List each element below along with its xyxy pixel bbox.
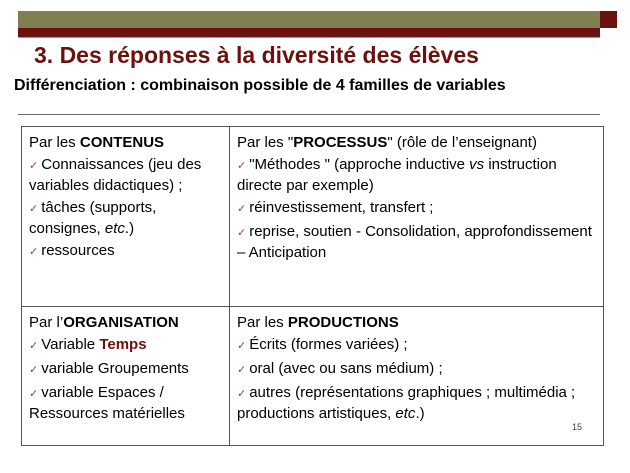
organisation-item-groupements: ✓ variable Groupements: [29, 360, 189, 377]
cell-contenus: [22, 127, 230, 307]
check-icon: ✓: [29, 203, 39, 215]
header-corner-square: [600, 11, 617, 28]
header-band-red: [18, 28, 600, 37]
processus-item-reinvestissement: ✓ réinvestissement, transfert ;: [237, 199, 434, 216]
productions-heading: Par les PRODUCTIONS: [237, 314, 399, 331]
productions-item-ecrits: ✓ Écrits (formes variées) ;: [237, 336, 408, 353]
organisation-item-espaces: ✓ variable Espaces / Ressources matérielles: [29, 384, 185, 422]
check-icon: ✓: [237, 203, 247, 215]
organisation-heading: Par l’ORGANISATION: [29, 314, 179, 331]
processus-heading: Par les "PROCESSUS" (rôle de l’enseignant): [237, 134, 537, 151]
check-icon: ✓: [29, 246, 39, 258]
check-icon: ✓: [29, 340, 39, 352]
check-icon: ✓: [237, 227, 247, 239]
cell-productions: [230, 307, 603, 445]
header-band-olive: [18, 11, 600, 28]
contenus-item-connaissances: ✓ Connaissances (jeu des variables didactiques) ;: [29, 156, 202, 194]
check-icon: ✓: [237, 160, 247, 172]
productions-item-oral: ✓ oral (avec ou sans médium) ;: [237, 360, 443, 377]
check-icon: ✓: [237, 340, 247, 352]
cell-processus: [230, 127, 603, 307]
slide-subtitle: Différenciation : combinaison possible de 4 familles de variables: [14, 77, 506, 94]
contenus-item-taches: ✓ tâches (supports, consignes, etc.): [29, 199, 157, 237]
cell-organisation: [22, 307, 230, 445]
check-icon: ✓: [29, 160, 39, 172]
page-number: 15: [571, 422, 582, 432]
productions-item-autres: ✓ autres (représentations graphiques ; multimédia ; productions artistiques, etc.): [237, 384, 576, 422]
check-icon: ✓: [237, 388, 247, 400]
check-icon: ✓: [29, 364, 39, 376]
check-icon: ✓: [237, 364, 247, 376]
organisation-item-temps: ✓ Variable Temps: [29, 336, 147, 353]
contenus-item-ressources: ✓ ressources: [29, 242, 115, 259]
check-icon: ✓: [29, 388, 39, 400]
slide-title: 3. Des réponses à la diversité des élèves: [34, 42, 479, 68]
variables-table: [21, 126, 604, 446]
processus-item-reprise: ✓ reprise, soutien - Consolidation, approfondissement – Anticipation: [237, 223, 592, 261]
header-rule: [18, 37, 600, 38]
contenus-heading: Par les CONTENUS: [29, 134, 165, 151]
divider-line: [18, 114, 600, 115]
processus-item-methodes: ✓ "Méthodes " (approche inductive vs instruction directe par exemple): [237, 156, 557, 194]
